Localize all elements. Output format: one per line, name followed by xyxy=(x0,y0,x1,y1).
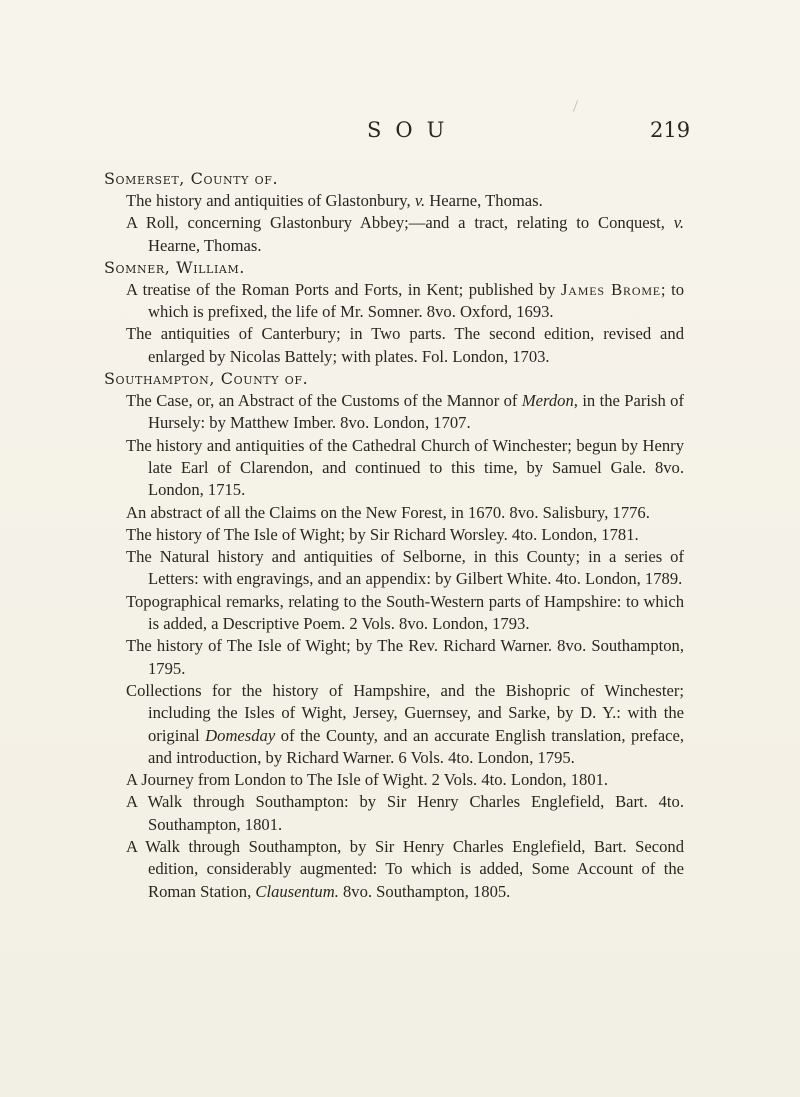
index-entry: A Journey from London to The Isle of Wight. 2 Vols. 4to. London, 1801. xyxy=(126,770,609,790)
paper-mark xyxy=(573,100,578,112)
section-heading: Somner, William. xyxy=(104,257,245,277)
italic-text: v. xyxy=(673,213,684,233)
italic-text: Clausentum. xyxy=(255,881,339,901)
index-entry: The Case, or, an Abstract of the Customs of the Mannor of Merdon, in the Parish of Hursely: by Matthew Imber. 8vo. London, 1707. xyxy=(126,391,684,433)
running-head xyxy=(0,118,800,148)
index-entry: Topographical remarks, relating to the South-Western parts of Hampshire: to which is added, a Descriptive Poem. 2 Vols. 8vo. London, 1793. xyxy=(126,591,684,634)
italic-text: Domesday xyxy=(205,725,276,745)
index-entry: A Walk through Southampton: by Sir Henry Charles Englefield, Bart. 4to. Southampton, 1801. xyxy=(126,792,684,834)
index-entry: An abstract of all the Claims on the New Forest, in 1670. 8vo. Salisbury, 1776. xyxy=(126,502,650,522)
index-entry: The antiquities of Canterbury; in Two parts. The second edition, revised and enlarged by Nicolas Battely; with plates. Fol. London, 1703. xyxy=(126,324,684,366)
index-entry: A Roll, concerning Glastonbury Abbey;—and a tract, relating to Conquest, v. Hearne, Thomas. xyxy=(126,213,684,255)
index-entry: The history of The Isle of Wight; by Sir Richard Worsley. 4to. London, 1781. xyxy=(126,524,639,544)
index-entry: A Walk through Southampton, by Sir Henry Charles Englefield, Bart. Second edition, considerably augmented: To which is added, Some Account of the Roman Station, Clausentum. 8vo. Southampton, 1805. xyxy=(126,837,684,901)
italic-text: Merdon, xyxy=(521,391,578,411)
index-entry: A treatise of the Roman Ports and Forts, in Kent; published by James Brome; to which is prefixed, the life of Mr. Somner. 8vo. Oxford, 1693. xyxy=(126,279,685,322)
index-entry: The history and antiquities of the Cathedral Church of Winchester; begun by Henry late Earl of Clarendon, and continued to this time, by Samuel Gale. 8vo. London, 1715. xyxy=(126,435,684,500)
index-section xyxy=(104,368,684,903)
section-heading: Somerset, County of. xyxy=(104,169,279,188)
small-caps-name: James Brome xyxy=(561,279,661,299)
index-entry: The history of The Isle of Wight; by The Rev. Richard Warner. 8vo. Southampton, 1795. xyxy=(126,636,684,678)
section-heading: Southampton, County of. xyxy=(104,369,309,389)
index-content xyxy=(104,168,684,903)
page-number: 219 xyxy=(650,118,691,142)
index-entry: The Natural history and antiquities of Selborne, in this County; in a series of Letters: with engravings, and an appendix: by Gilbert White. 4to. London, 1789. xyxy=(126,547,684,589)
index-entry: Collections for the history of Hampshire, and the Bishopric of Winchester; including the Isles of Wight, Jersey, Guernsey, and Sarke, by D. Y.: with the original Domesday of the County, and an accurate English translation, preface, and introduction, by Richard Warner. 6 Vols. 4to. London, 1795. xyxy=(126,680,684,767)
running-head-title: SOU xyxy=(367,118,459,142)
italic-text: v. xyxy=(414,191,426,210)
index-section xyxy=(104,257,684,368)
index-entry: The history and antiquities of Glastonbury, v. Hearne, Thomas. xyxy=(126,191,543,210)
index-section xyxy=(104,168,684,257)
